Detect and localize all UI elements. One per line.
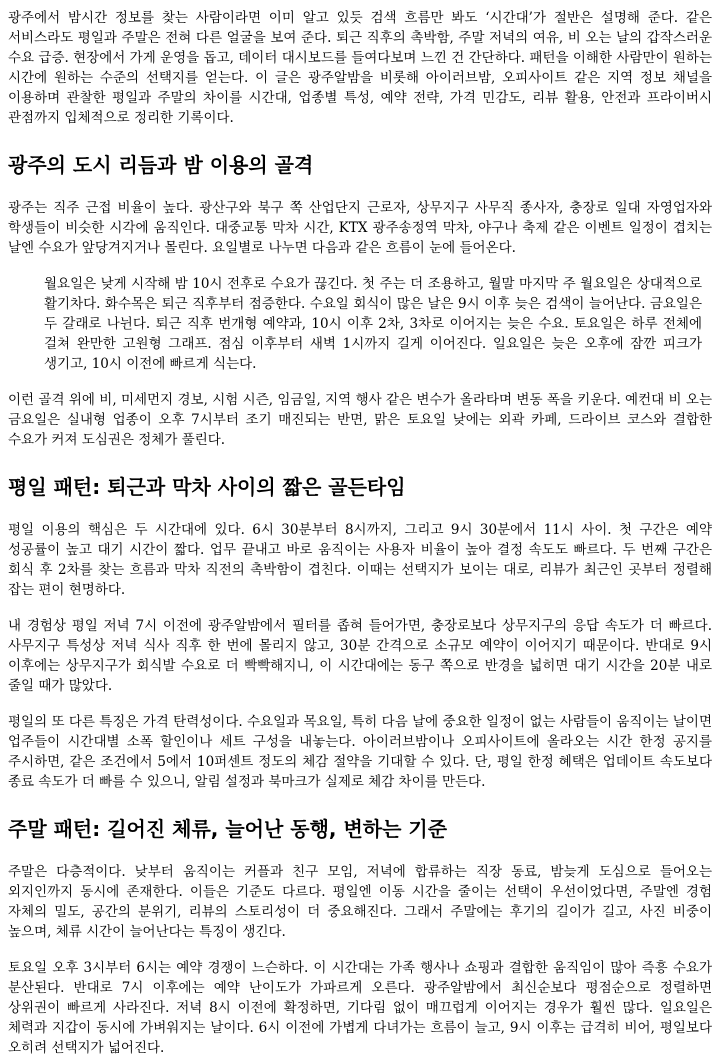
intro-paragraph: 광주에서 밤시간 정보를 찾는 사람이라면 이미 알고 있듯 검색 흐름만 봐도 ‘시간대’가 절반은 설명해 준다. 같은 서비스라도 평일과 주말은 전혀 다른 얼굴을 보여 준다. 퇴근 직후의 촉박함, 주말 저녁의 여유, 비 오는 날의 갑작스러운 수요 급증. 현장에서 가게 운영을 돕고, 데이터 대시보드를 들여다보며 느낀 건 간단하다. 패턴을 이해한 사람만이 원하는 시간에 원하는 수준의 선택지를 얻는다. 이 글은 광주알밤을 비롯해 아이러브밤, 오피사이트 같은 지역 정보 채널을 이용하며 관찰한 평일과 주말의 차이를 시간대, 업종별 특성, 예약 전략, 가격 민감도, 리뷰 활용, 안전과 프라이버시 관점까지 입체적으로 정리한 기록이다.: [8, 10, 712, 126]
section-heading-weekday: 평일 패턴: 퇴근과 막차 사이의 짧은 골든타임: [8, 475, 406, 499]
section-heading-city-rhythm: 광주의 도시 리듬과 밤 이용의 골격: [8, 153, 314, 177]
section-1-paragraph-2: 이런 골격 위에 비, 미세먼지 경보, 시험 시즌, 임금일, 지역 행사 같은 변수가 올라타며 변동 폭을 키운다. 예컨대 비 오는 금요일은 실내형 업종이 오후 7시부터 조기 매진되는 반면, 맑은 토요일 낮에는 외곽 카페, 드라이브 코스와 결합한 수요가 커져 도심권은 정체가 풀린다.: [8, 392, 712, 448]
section-3-paragraph-2: 토요일 오후 3시부터 6시는 예약 경쟁이 느슨하다. 이 시간대는 가족 행사나 쇼핑과 결합한 움직임이 많아 즉흥 수요가 분산된다. 반대로 7시 이후에는 예약 난이도가 가파르게 오른다. 광주알밤에서 최신순보다 평점순으로 정렬하면 상위권이 빠르게 사라진다. 저녁 8시 이전에 확정하면, 기다림 없이 매끄럽게 이어지는 경우가 훨씬 많다. 일요일은 체력과 지갑이 동시에 가벼워지는 날이다. 6시 이전에 가볍게 다녀가는 흐름이 늘고, 9시 이후는 급격히 비어, 평일보다 오히려 선택지가 넓어진다.: [8, 960, 712, 1056]
section-2-paragraph-1: 평일 이용의 핵심은 두 시간대에 있다. 6시 30분부터 8시까지, 그리고 9시 30분에서 11시 사이. 첫 구간은 예약 성공률이 높고 대기 시간이 짧다. 업무 끝내고 바로 움직이는 사용자 비율이 높아 결정 속도도 빠르다. 두 번째 구간은 회식 후 2차를 찾는 흐름과 막차 직전의 촉박함이 겹친다. 이때는 선택지가 보이는 대로, 리뷰가 최근인 곳부터 정렬해 잡는 편이 현명하다.: [8, 522, 712, 598]
section-1-paragraph-1: 광주는 직주 근접 비율이 높다. 광산구와 북구 쪽 산업단지 근로자, 상무지구 사무직 종사자, 충장로 일대 자영업자와 학생들이 비슷한 시각에 움직인다. 대중교통 막차 시간, KTX 광주송정역 막차, 야구나 축제 같은 이벤트 일정이 겹치는 날엔 수요가 앞당겨지거나 몰린다. 요일별로 나누면 다음과 같은 흐름이 눈에 들어온다.: [8, 200, 712, 256]
section-2-paragraph-3: 평일의 또 다른 특징은 가격 탄력성이다. 수요일과 목요일, 특히 다음 날에 중요한 일정이 없는 사람들이 움직이는 날이면 업주들이 시간대별 소폭 할인이나 세트 구성을 내놓는다. 아이러브밤이나 오피사이트에 올라오는 시간 한정 공지를 주시하면, 같은 조건에서 5에서 10퍼센트 정도의 체감 절약을 기대할 수 있다. 단, 평일 한정 혜택은 업데이트 속도보다 종료 속도가 더 빠를 수 있으니, 알림 설정과 북마크가 실제로 체감 차이를 만든다.: [8, 714, 712, 790]
section-2-paragraph-2: 내 경험상 평일 저녁 7시 이전에 광주알밤에서 필터를 좁혀 들어가면, 충장로보다 상무지구의 응답 속도가 더 빠르다. 사무지구 특성상 저녁 식사 직후 한 번에 몰리지 않고, 30분 간격으로 소규모 예약이 이어지기 때문이다. 반대로 9시 이후에는 상무지구가 회식발 수요로 더 빡빡해지니, 이 시간대에는 동구 쪽으로 반경을 넓히면 대기 시간을 20분 내로 줄일 때가 많았다.: [8, 618, 712, 694]
weekday-flow-quote: 월요일은 낮게 시작해 밤 10시 전후로 수요가 끊긴다. 첫 주는 더 조용하고, 월말 마지막 주 월요일은 상대적으로 활기차다. 화수목은 퇴근 직후부터 점증한다. 수요일 회식이 많은 날은 9시 이후 늦은 검색이 늘어난다. 금요일은 두 갈래로 나뉜다. 퇴근 직후 번개형 예약과, 10시 이후 2차, 3차로 이어지는 늦은 수요. 토요일은 하루 전체에 걸쳐 완만한 고원형 그래프. 점심 이후부터 새벽 1시까지 길게 이어진다. 일요일은 늦은 오후에 잠깐 피크가 생기고, 10시 이전에 빠르게 식는다.: [44, 276, 702, 372]
weekday-flow-blockquote: [44, 274, 702, 374]
section-heading-weekend: 주말 패턴: 길어진 체류, 늘어난 동행, 변하는 기준: [8, 817, 448, 841]
section-3-paragraph-1: 주말은 다층적이다. 낮부터 움직이는 커플과 친구 모임, 저녁에 합류하는 직장 동료, 밤늦게 도심으로 들어오는 외지인까지 동시에 존재한다. 이들은 기준도 다르다. 평일엔 이동 시간을 줄이는 선택이 우선이었다면, 주말엔 경험 자체의 밀도, 공간의 분위기, 리뷰의 스토리성이 더 중요해진다. 그래서 주말에는 후기의 길이가 길고, 사진 비중이 높으며, 체류 시간이 늘어난다는 특징이 생긴다.: [8, 864, 712, 940]
